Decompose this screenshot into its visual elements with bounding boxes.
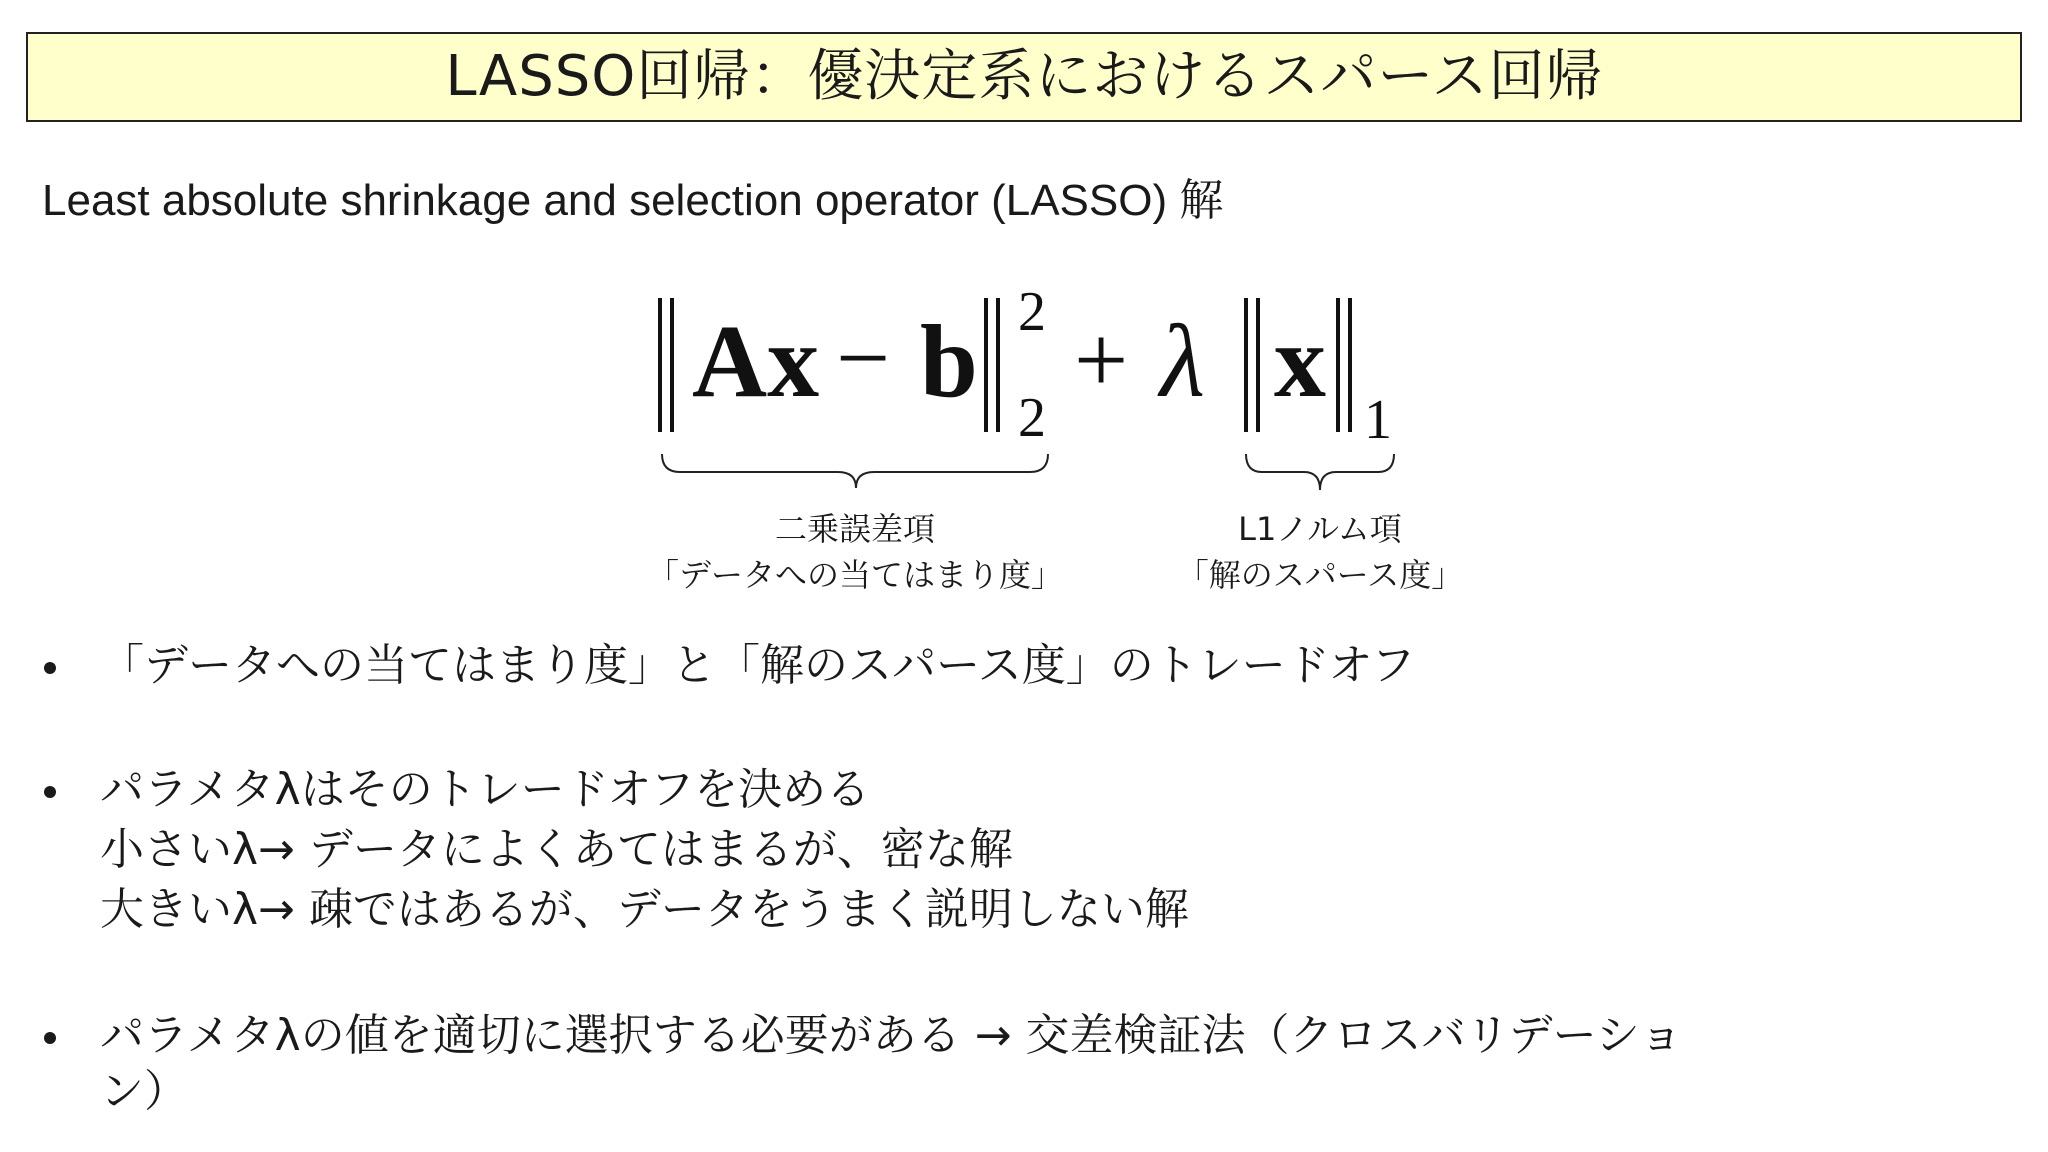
data-fit-description: 「データへの当てはまり度」 [646,556,1063,594]
lasso-definition-line: Least absolute shrinkage and selection operator (LASSO) 解 [42,176,1224,225]
bullet-lambda-decides: パラメタλはそのトレードオフを決める [100,764,871,815]
formula-minus: − [836,304,891,411]
bullet-cross-validation: パラメタλの値を適切に選択する必要がある → 交差検証法（クロスバリデーショ [100,1010,1683,1061]
bullet-dot-1 [44,662,56,674]
title-box [26,32,2022,122]
bullet-small-lambda: 小さいλ→ データによくあてはまるが、密な解 [100,824,1013,875]
formula-lambda: λ [1160,304,1206,419]
slide-title: LASSO回帰：優決定系におけるスパース回帰 [445,44,1603,109]
l1-norm-label [1160,506,1480,598]
bullet-dot-3 [44,1032,56,1044]
squared-error-label [610,506,1100,598]
l1-norm-term: L1ノルム項 [1238,510,1402,548]
formula-subscript-2: 2 [1018,387,1046,449]
bullet-dot-2 [44,786,56,798]
formula-plus: + [1074,306,1129,413]
bullet-large-lambda: 大きいλ→ 疎ではあるが、データをうまく説明しない解 [100,884,1189,935]
squared-error-term: 二乗誤差項 [774,510,935,548]
underbrace-left [662,454,1048,488]
formula-x: x [1274,304,1326,419]
underbrace-right [1246,454,1394,490]
formula-b: b [920,304,978,419]
sparsity-description: 「解のスパース度」 [1176,556,1464,594]
formula-ax: Ax [692,304,820,419]
formula-subscript-1: 1 [1364,389,1392,451]
bullet-cross-validation-cont: ン） [100,1066,188,1117]
bullet-tradeoff: 「データへの当てはまり度」と「解のスパース度」のトレードオフ [100,640,1416,691]
formula-superscript-2: 2 [1018,281,1046,343]
